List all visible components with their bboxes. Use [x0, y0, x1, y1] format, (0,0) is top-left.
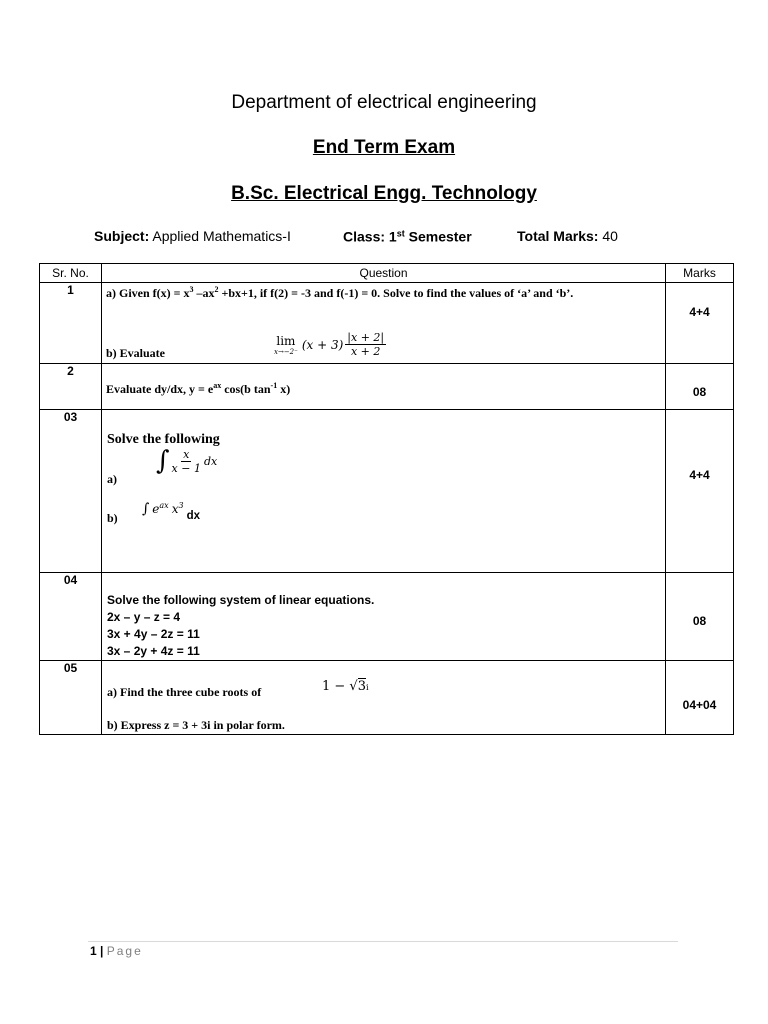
question-cell — [102, 410, 666, 573]
question-cell — [102, 364, 666, 410]
subject-value: Applied Mathematics-I — [152, 228, 291, 244]
table-row — [40, 661, 734, 735]
sr-no: 2 — [40, 364, 102, 410]
table-row — [40, 573, 734, 661]
equation-1: 2x – y – z = 4 — [107, 610, 181, 624]
equation-3: 3x – 2y + 4z = 11 — [107, 644, 200, 658]
table-row — [40, 364, 734, 410]
marks: 4+4 — [666, 283, 734, 364]
header-sr-no: Sr. No. — [40, 264, 102, 283]
integral-a: ∫ $\frac{x}{x - 1}$ dx — [156, 446, 218, 476]
page-number: 1 — [90, 944, 97, 958]
integral-sign-icon: ∫ — [156, 446, 170, 476]
equation-2: 3x + 4y – 2z = 11 — [107, 627, 200, 641]
class-number: 1 — [388, 228, 397, 245]
sr-no: 05 — [40, 661, 102, 735]
sr-no: 04 — [40, 573, 102, 661]
footer-divider — [88, 941, 678, 942]
cube-root-expression: 1 − √3i — [322, 679, 369, 694]
question-cell — [102, 661, 666, 735]
integral-sign-icon: ∫ — [142, 501, 150, 517]
table-header-row — [40, 264, 734, 283]
total-marks-label: Total Marks: — [517, 228, 599, 244]
header-question: Question — [102, 264, 666, 283]
question-4-intro: Solve the following system of linear equations. — [107, 593, 375, 607]
total-marks-value: 40 — [602, 228, 618, 244]
class-info — [343, 228, 472, 245]
question-5b: b) Express z = 3 + 3i in polar form. — [107, 718, 285, 732]
marks: 08 — [666, 573, 734, 661]
question-3a-label: a) — [107, 472, 117, 486]
table-row — [40, 410, 734, 573]
question-cell — [102, 573, 666, 661]
marks: 04+04 — [666, 661, 734, 735]
class-label: Class: — [343, 228, 386, 245]
exam-title: End Term Exam — [312, 137, 456, 158]
page-word: Page — [106, 944, 143, 958]
sr-no: 1 — [40, 283, 102, 364]
marks: 4+4 — [666, 410, 734, 573]
question-1a: a) Given $f(x) = x^3$ $-ax^2 +bx+1$, if f(2) = -3 and f(-1) = 0. Solve to find the values of ‘a’ and ‘b’. — [106, 285, 574, 300]
program-title: B.Sc. Electrical Engg. Technology — [231, 183, 537, 204]
table-row — [40, 283, 734, 364]
class-semester: Semester — [408, 228, 472, 245]
header-marks: Marks — [666, 264, 734, 283]
question-3b-label: b) — [107, 511, 118, 525]
sr-no: 03 — [40, 410, 102, 573]
question-1b-label: b) Evaluate — [106, 346, 166, 360]
marks: 08 — [666, 364, 734, 410]
question-cell — [102, 283, 666, 364]
integral-b: ∫ $e^{ax}$ $x^3$ dx — [142, 501, 200, 522]
subject-info — [94, 228, 291, 244]
question-2: Evaluate dy/dx, $y = e^{ax}$ cos(b $\tan^{-1} x$) — [106, 381, 291, 396]
question-5a: a) Find the three cube roots of — [107, 685, 262, 699]
question-3-intro: Solve the following — [107, 432, 220, 447]
total-marks-info — [517, 228, 618, 244]
limit-expression: lim x→−2⁻ (x + 3) $\frac{|x + 2|}{x + 2}$ — [274, 331, 385, 358]
page-footer — [90, 944, 143, 958]
department-title: Department of electrical engineering — [231, 92, 537, 113]
page-separator: | — [100, 944, 104, 958]
question-table — [39, 263, 734, 735]
class-suffix: st — [396, 228, 405, 238]
subject-label: Subject: — [94, 228, 150, 244]
